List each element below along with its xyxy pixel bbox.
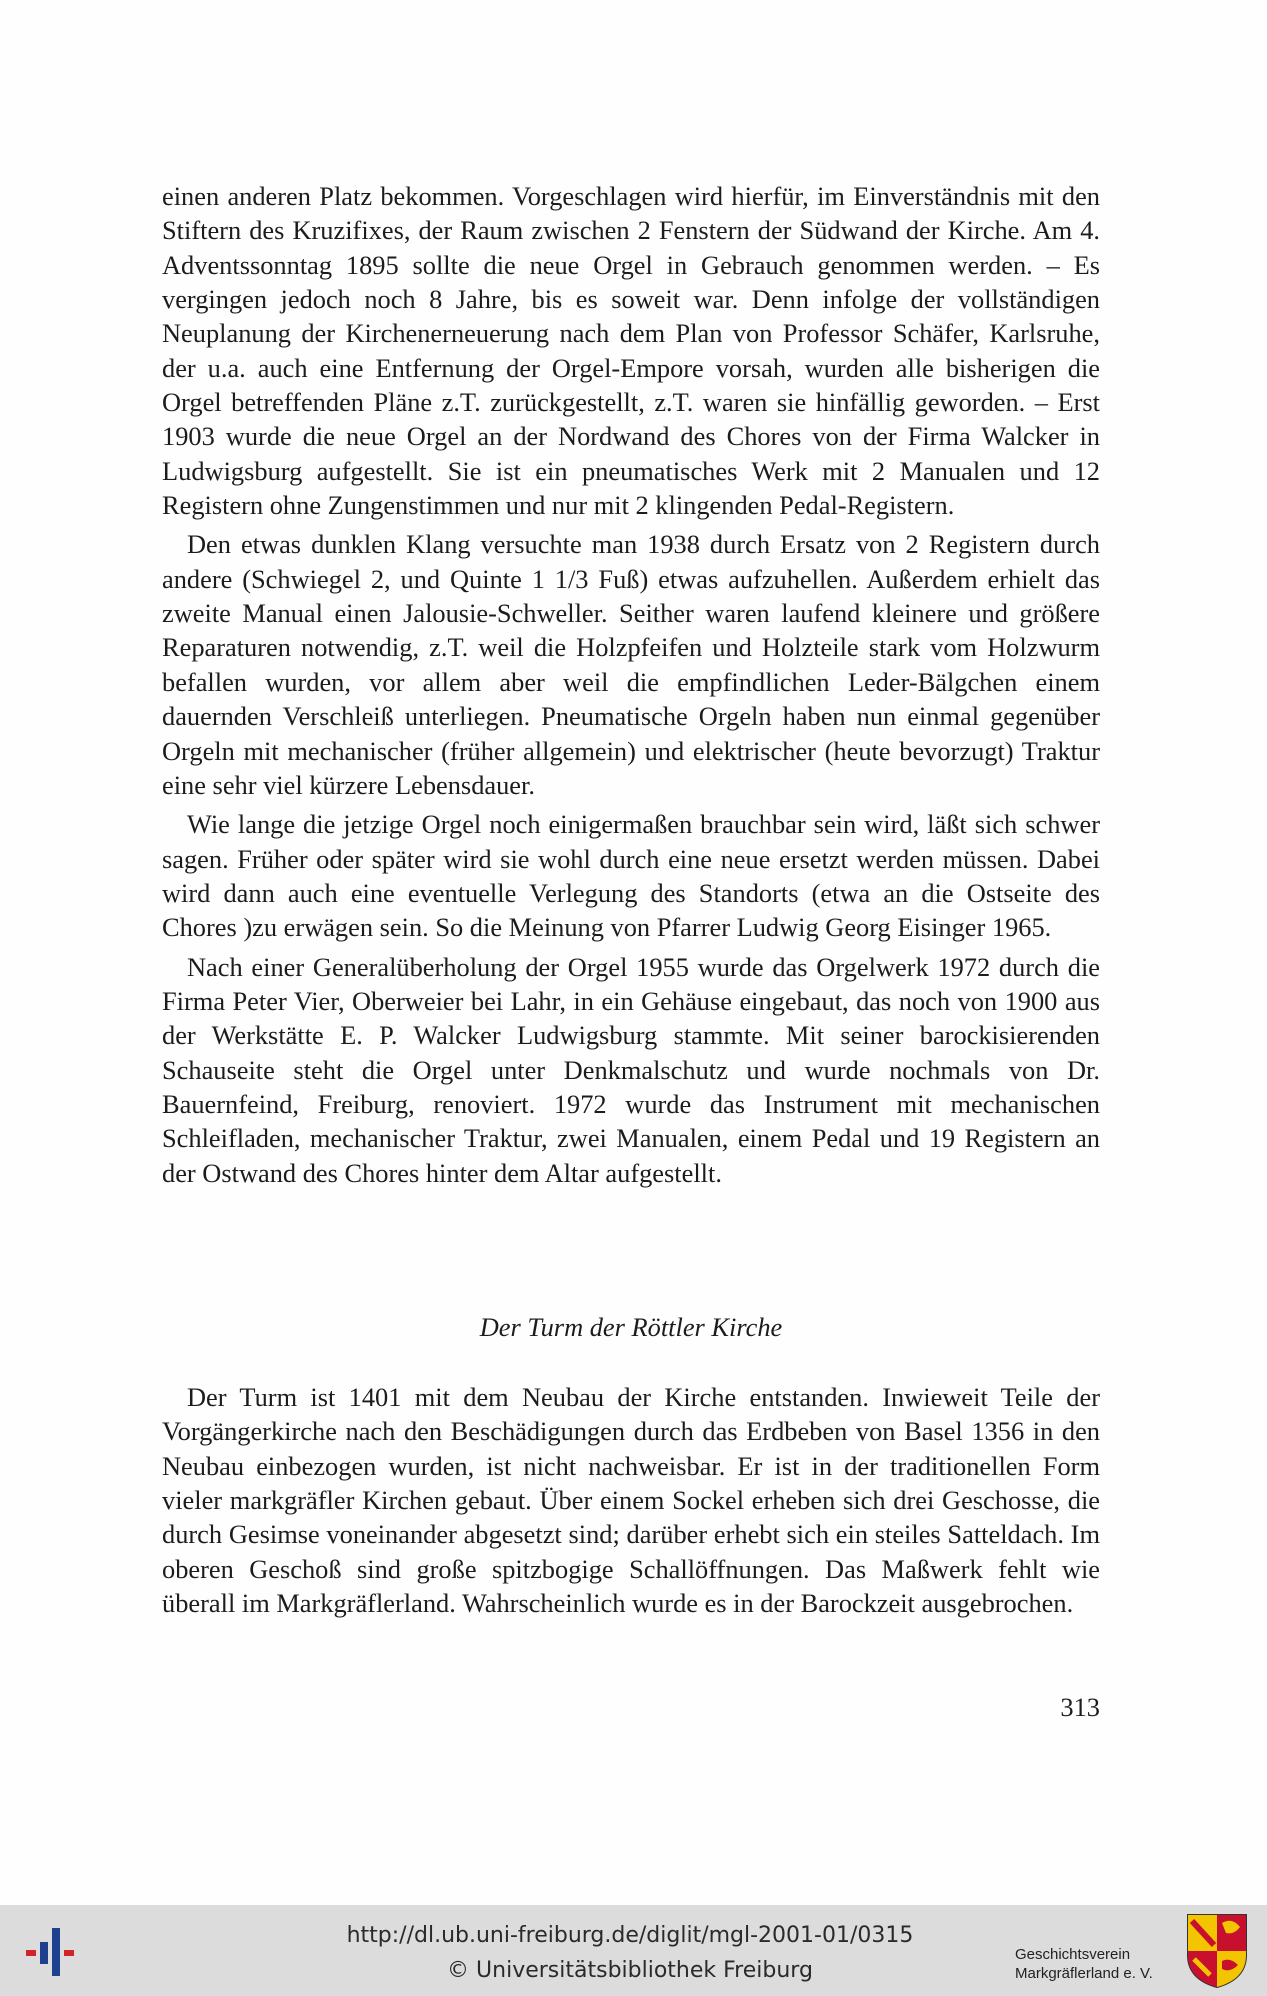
paragraph: Wie lange die jetzige Orgel noch einigermaßen brauchbar sein wird, läßt sich schwer sagen. Früher oder später wird sie wohl durch eine neue ersetzt werden müssen. Dabei wird dann auch eine eventuelle Verlegung des Standorts (etwa an die Ostseite des Chores )zu erwägen sein. So die Meinung von Pfarrer Ludwig Georg Eisinger 1965.	[162, 809, 1100, 943]
footer-bar	[0, 1905, 1267, 1996]
paragraph: Nach einer Generalüberholung der Orgel 1955 wurde das Orgelwerk 1972 durch die Firma Peter Vier, Oberweier bei Lahr, in ein Gehäuse eingebaut, das noch von 1900 aus der Werkstätte E. P. Walcker Ludwigsburg stammte. Mit seiner barockisierenden Schauseite steht die Orgel unter Denkmalschutz und wurde nochmals von Dr. Bauernfeind, Freiburg, renoviert. 1972 wurde das Instrument mit mechanischen Schleifladen, mechanischer Traktur, zwei Manualen, einem Pedal und 19 Registern an der Ostwand des Chores hinter dem Altar aufgestellt.	[162, 951, 1100, 1188]
page-number: 313	[1060, 1692, 1100, 1722]
section-paragraph	[162, 1380, 1100, 1620]
paragraph: Der Turm ist 1401 mit dem Neubau der Kirche entstanden. Inwieweit Teile der Vorgängerkirche nach den Beschädigungen durch das Erdbeben von Basel 1356 in den Neubau einbezogen wurden, ist nicht nachweisbar. Er ist in der traditionellen Form vieler markgräfler Kirchen gebaut. Über einem Sockel erheben sich drei Geschosse, die durch Gesimse voneinander abgesetzt sind; darüber erhebt sich ein steiles Satteldach. Im oberen Geschoß sind große spitzbogige Schallöffnungen. Das Maßwerk fehlt wie überall im Markgräflerland. Wahrscheinlich wurde es in der Barockzeit ausgebrochen.	[162, 1382, 1100, 1619]
copyright-notice: © Universitätsbibliothek Freiburg	[447, 1958, 813, 1983]
coat-of-arms-icon[interactable]	[1186, 1913, 1248, 1989]
section-heading: Der Turm der Röttler Kirche	[479, 1312, 783, 1342]
society-name	[1015, 1945, 1175, 1983]
society-name-line: Geschichtsverein	[1015, 1946, 1131, 1963]
ub-freiburg-logo-icon[interactable]	[20, 1920, 90, 1982]
document-url-link[interactable]: http://dl.ub.uni-freiburg.de/diglit/mgl-2001-01/0315	[346, 1923, 914, 1948]
paragraph: einen anderen Platz bekommen. Vorgeschlagen wird hierfür, im Einverständnis mit den Stiftern des Kruzifixes, der Raum zwischen 2 Fenstern der Südwand der Kirche. Am 4. Adventssonntag 1895 sollte die neue Orgel in Gebrauch genommen werden. – Es vergingen jedoch noch 8 Jahre, bis es soweit war. Denn infolge der vollständigen Neuplanung der Kirchenerneuerung nach dem Plan von Professor Schäfer, Karlsruhe, der u.a. auch eine Entfernung der Orgel-Empore vorsah, wurden alle bisherigen die Orgel betreffenden Pläne z.T. zurückgestellt, z.T. waren sie hinfällig geworden. – Erst 1903 wurde die neue Orgel an der Nordwand des Chores von der Firma Walcker in Ludwigsburg aufgestellt. Sie ist ein pneumatisches Werk mit 2 Manualen und 12 Registern ohne Zungenstimmen und nur mit 2 klingenden Pedal-Registern.	[162, 181, 1100, 521]
society-name-line: Markgräflerland e. V.	[1015, 1965, 1153, 1982]
body-text	[162, 179, 1100, 1190]
paragraph: Den etwas dunklen Klang versuchte man 1938 durch Ersatz von 2 Registern durch andere (Schwiegel 2, und Quinte 1 1/3 Fuß) etwas aufzuhellen. Außerdem erhielt das zweite Manual einen Jalousie-Schweller. Seither waren laufend kleinere und größere Reparaturen notwendig, z.T. weil die Holzpfeifen und Holzteile stark vom Holzwurm befallen wurden, vor allem aber weil die empfindlichen Leder-Bälgchen einem dauernden Verschleiß unterliegen. Pneumatische Orgeln haben nun einmal gegenüber Orgeln mit mechanischer (früher allgemein) und elektrischer (heute bevorzugt) Traktur eine sehr viel kürzere Lebensdauer.	[162, 529, 1100, 800]
